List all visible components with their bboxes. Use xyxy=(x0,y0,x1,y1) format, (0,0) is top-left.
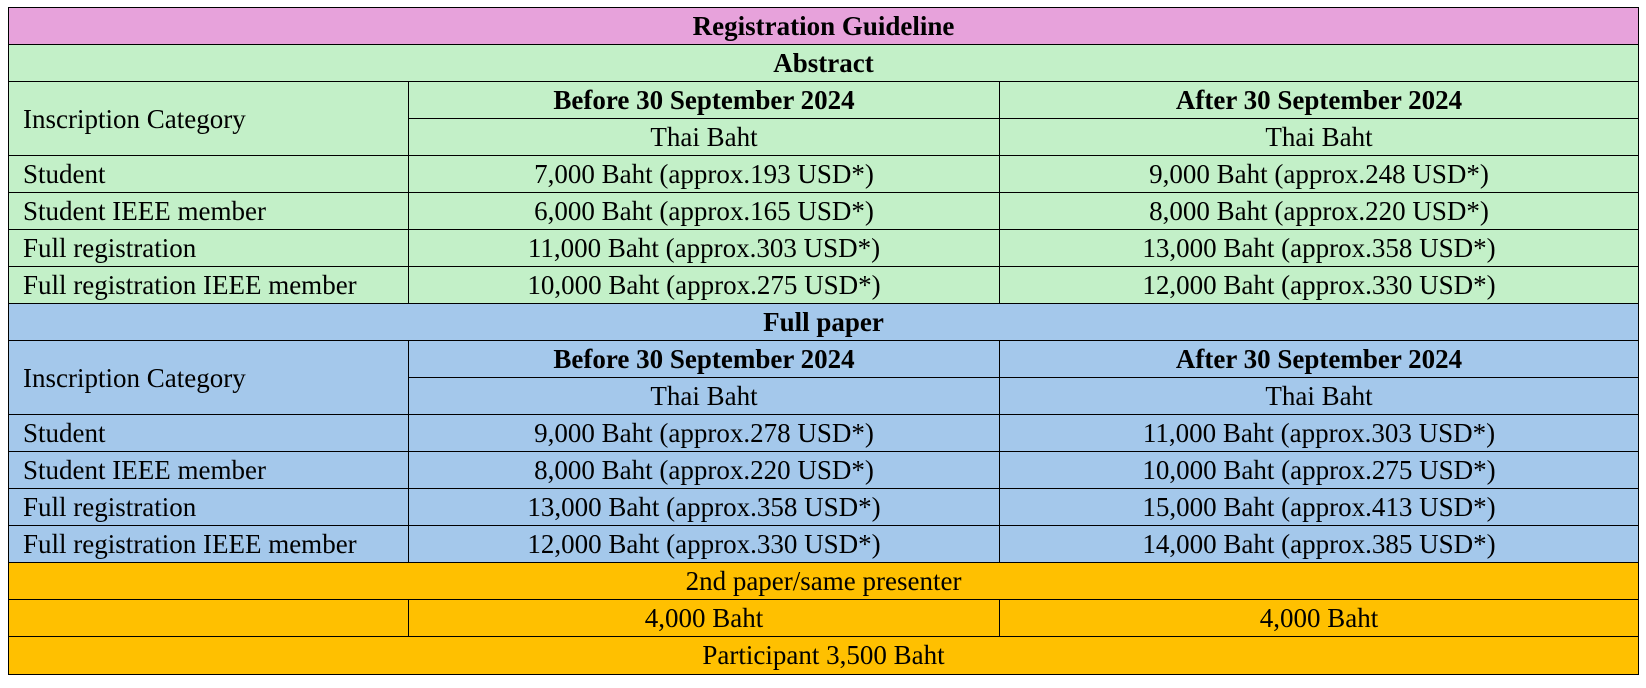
fee-before-cell: 9,000 Baht (approx.278 USD*) xyxy=(409,415,1000,452)
table-row xyxy=(9,267,1639,304)
fee-after-cell: 9,000 Baht (approx.248 USD*) xyxy=(1000,156,1639,193)
abstract-period-row xyxy=(9,82,1639,119)
full-paper-category-header: Inscription Category xyxy=(9,341,409,415)
abstract-period-before: Before 30 September 2024 xyxy=(409,82,1000,119)
second-paper-fee-row xyxy=(9,600,1639,637)
abstract-heading: Abstract xyxy=(9,45,1639,82)
participant-row xyxy=(9,637,1639,675)
fee-before-cell: 6,000 Baht (approx.165 USD*) xyxy=(409,193,1000,230)
second-paper-fee-before: 4,000 Baht xyxy=(409,600,1000,637)
full-paper-period-after: After 30 September 2024 xyxy=(1000,341,1639,378)
category-cell: Full registration IEEE member xyxy=(9,267,409,304)
fee-after-cell: 8,000 Baht (approx.220 USD*) xyxy=(1000,193,1639,230)
table-title: Registration Guideline xyxy=(9,8,1639,45)
category-cell: Student IEEE member xyxy=(9,193,409,230)
title-row xyxy=(9,8,1639,45)
full-paper-currency-after: Thai Baht xyxy=(1000,378,1639,415)
participant-fee: Participant 3,500 Baht xyxy=(9,637,1639,675)
category-cell: Full registration IEEE member xyxy=(9,526,409,563)
fee-after-cell: 12,000 Baht (approx.330 USD*) xyxy=(1000,267,1639,304)
table-row xyxy=(9,230,1639,267)
full-paper-heading: Full paper xyxy=(9,304,1639,341)
registration-table xyxy=(8,7,1639,675)
fee-before-cell: 11,000 Baht (approx.303 USD*) xyxy=(409,230,1000,267)
full-paper-period-before: Before 30 September 2024 xyxy=(409,341,1000,378)
category-cell: Student xyxy=(9,415,409,452)
fee-before-cell: 13,000 Baht (approx.358 USD*) xyxy=(409,489,1000,526)
fee-before-cell: 7,000 Baht (approx.193 USD*) xyxy=(409,156,1000,193)
category-cell: Student xyxy=(9,156,409,193)
fee-after-cell: 15,000 Baht (approx.413 USD*) xyxy=(1000,489,1639,526)
table-row xyxy=(9,193,1639,230)
category-cell: Student IEEE member xyxy=(9,452,409,489)
fee-before-cell: 8,000 Baht (approx.220 USD*) xyxy=(409,452,1000,489)
full-paper-currency-before: Thai Baht xyxy=(409,378,1000,415)
fee-before-cell: 10,000 Baht (approx.275 USD*) xyxy=(409,267,1000,304)
table-row xyxy=(9,526,1639,563)
fee-after-cell: 11,000 Baht (approx.303 USD*) xyxy=(1000,415,1639,452)
fee-after-cell: 13,000 Baht (approx.358 USD*) xyxy=(1000,230,1639,267)
abstract-period-after: After 30 September 2024 xyxy=(1000,82,1639,119)
fee-after-cell: 14,000 Baht (approx.385 USD*) xyxy=(1000,526,1639,563)
category-cell: Full registration xyxy=(9,489,409,526)
full-paper-heading-row xyxy=(9,304,1639,341)
second-paper-category-cell xyxy=(9,600,409,637)
table-row xyxy=(9,415,1639,452)
table-row xyxy=(9,489,1639,526)
second-paper-fee-after: 4,000 Baht xyxy=(1000,600,1639,637)
fee-after-cell: 10,000 Baht (approx.275 USD*) xyxy=(1000,452,1639,489)
abstract-currency-after: Thai Baht xyxy=(1000,119,1639,156)
second-paper-label: 2nd paper/same presenter xyxy=(9,563,1639,600)
abstract-category-header: Inscription Category xyxy=(9,82,409,156)
category-cell: Full registration xyxy=(9,230,409,267)
abstract-currency-before: Thai Baht xyxy=(409,119,1000,156)
abstract-heading-row xyxy=(9,45,1639,82)
table-row xyxy=(9,156,1639,193)
fee-before-cell: 12,000 Baht (approx.330 USD*) xyxy=(409,526,1000,563)
second-paper-heading-row xyxy=(9,563,1639,600)
full-paper-period-row xyxy=(9,341,1639,378)
table-row xyxy=(9,452,1639,489)
